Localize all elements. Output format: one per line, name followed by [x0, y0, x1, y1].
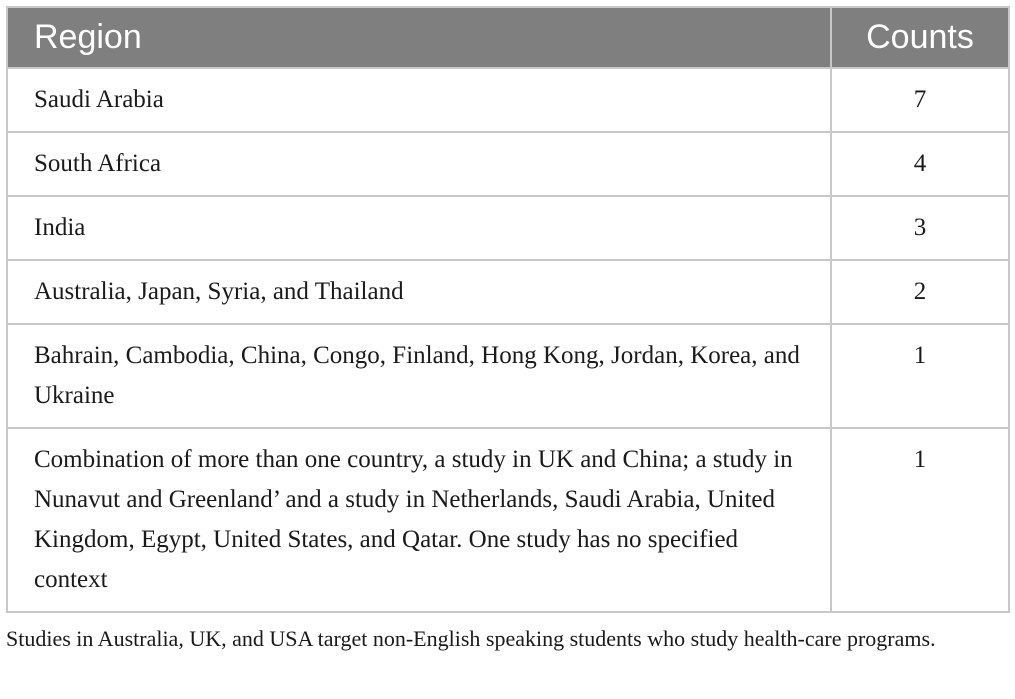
region-cell: South Africa — [7, 132, 831, 196]
table-row — [7, 324, 1009, 428]
table-row — [7, 260, 1009, 324]
region-cell: Combination of more than one country, a study in UK and China; a study in Nunavut and Greenland’ and a study in Netherlands, Saudi Arabia, United Kingdom, Egypt, United States, and Qatar. One study has no specified context — [7, 428, 831, 612]
table-header-row — [7, 7, 1009, 68]
region-counts-table-container — [6, 6, 1008, 613]
region-cell: India — [7, 196, 831, 260]
count-cell: 1 — [831, 428, 1009, 612]
count-cell: 2 — [831, 260, 1009, 324]
count-cell: 4 — [831, 132, 1009, 196]
table-row — [7, 196, 1009, 260]
count-cell: 7 — [831, 68, 1009, 132]
header-counts: Counts — [831, 7, 1009, 68]
table-row — [7, 428, 1009, 612]
region-counts-table — [6, 6, 1010, 613]
table-row — [7, 132, 1009, 196]
count-cell: 1 — [831, 324, 1009, 428]
count-cell: 3 — [831, 196, 1009, 260]
region-cell: Saudi Arabia — [7, 68, 831, 132]
table-row — [7, 68, 1009, 132]
table-footnote: Studies in Australia, UK, and USA target non-English speaking students who study health-care programs. — [6, 626, 936, 651]
region-cell: Australia, Japan, Syria, and Thailand — [7, 260, 831, 324]
header-region: Region — [7, 7, 831, 68]
region-cell: Bahrain, Cambodia, China, Congo, Finland, Hong Kong, Jordan, Korea, and Ukraine — [7, 324, 831, 428]
